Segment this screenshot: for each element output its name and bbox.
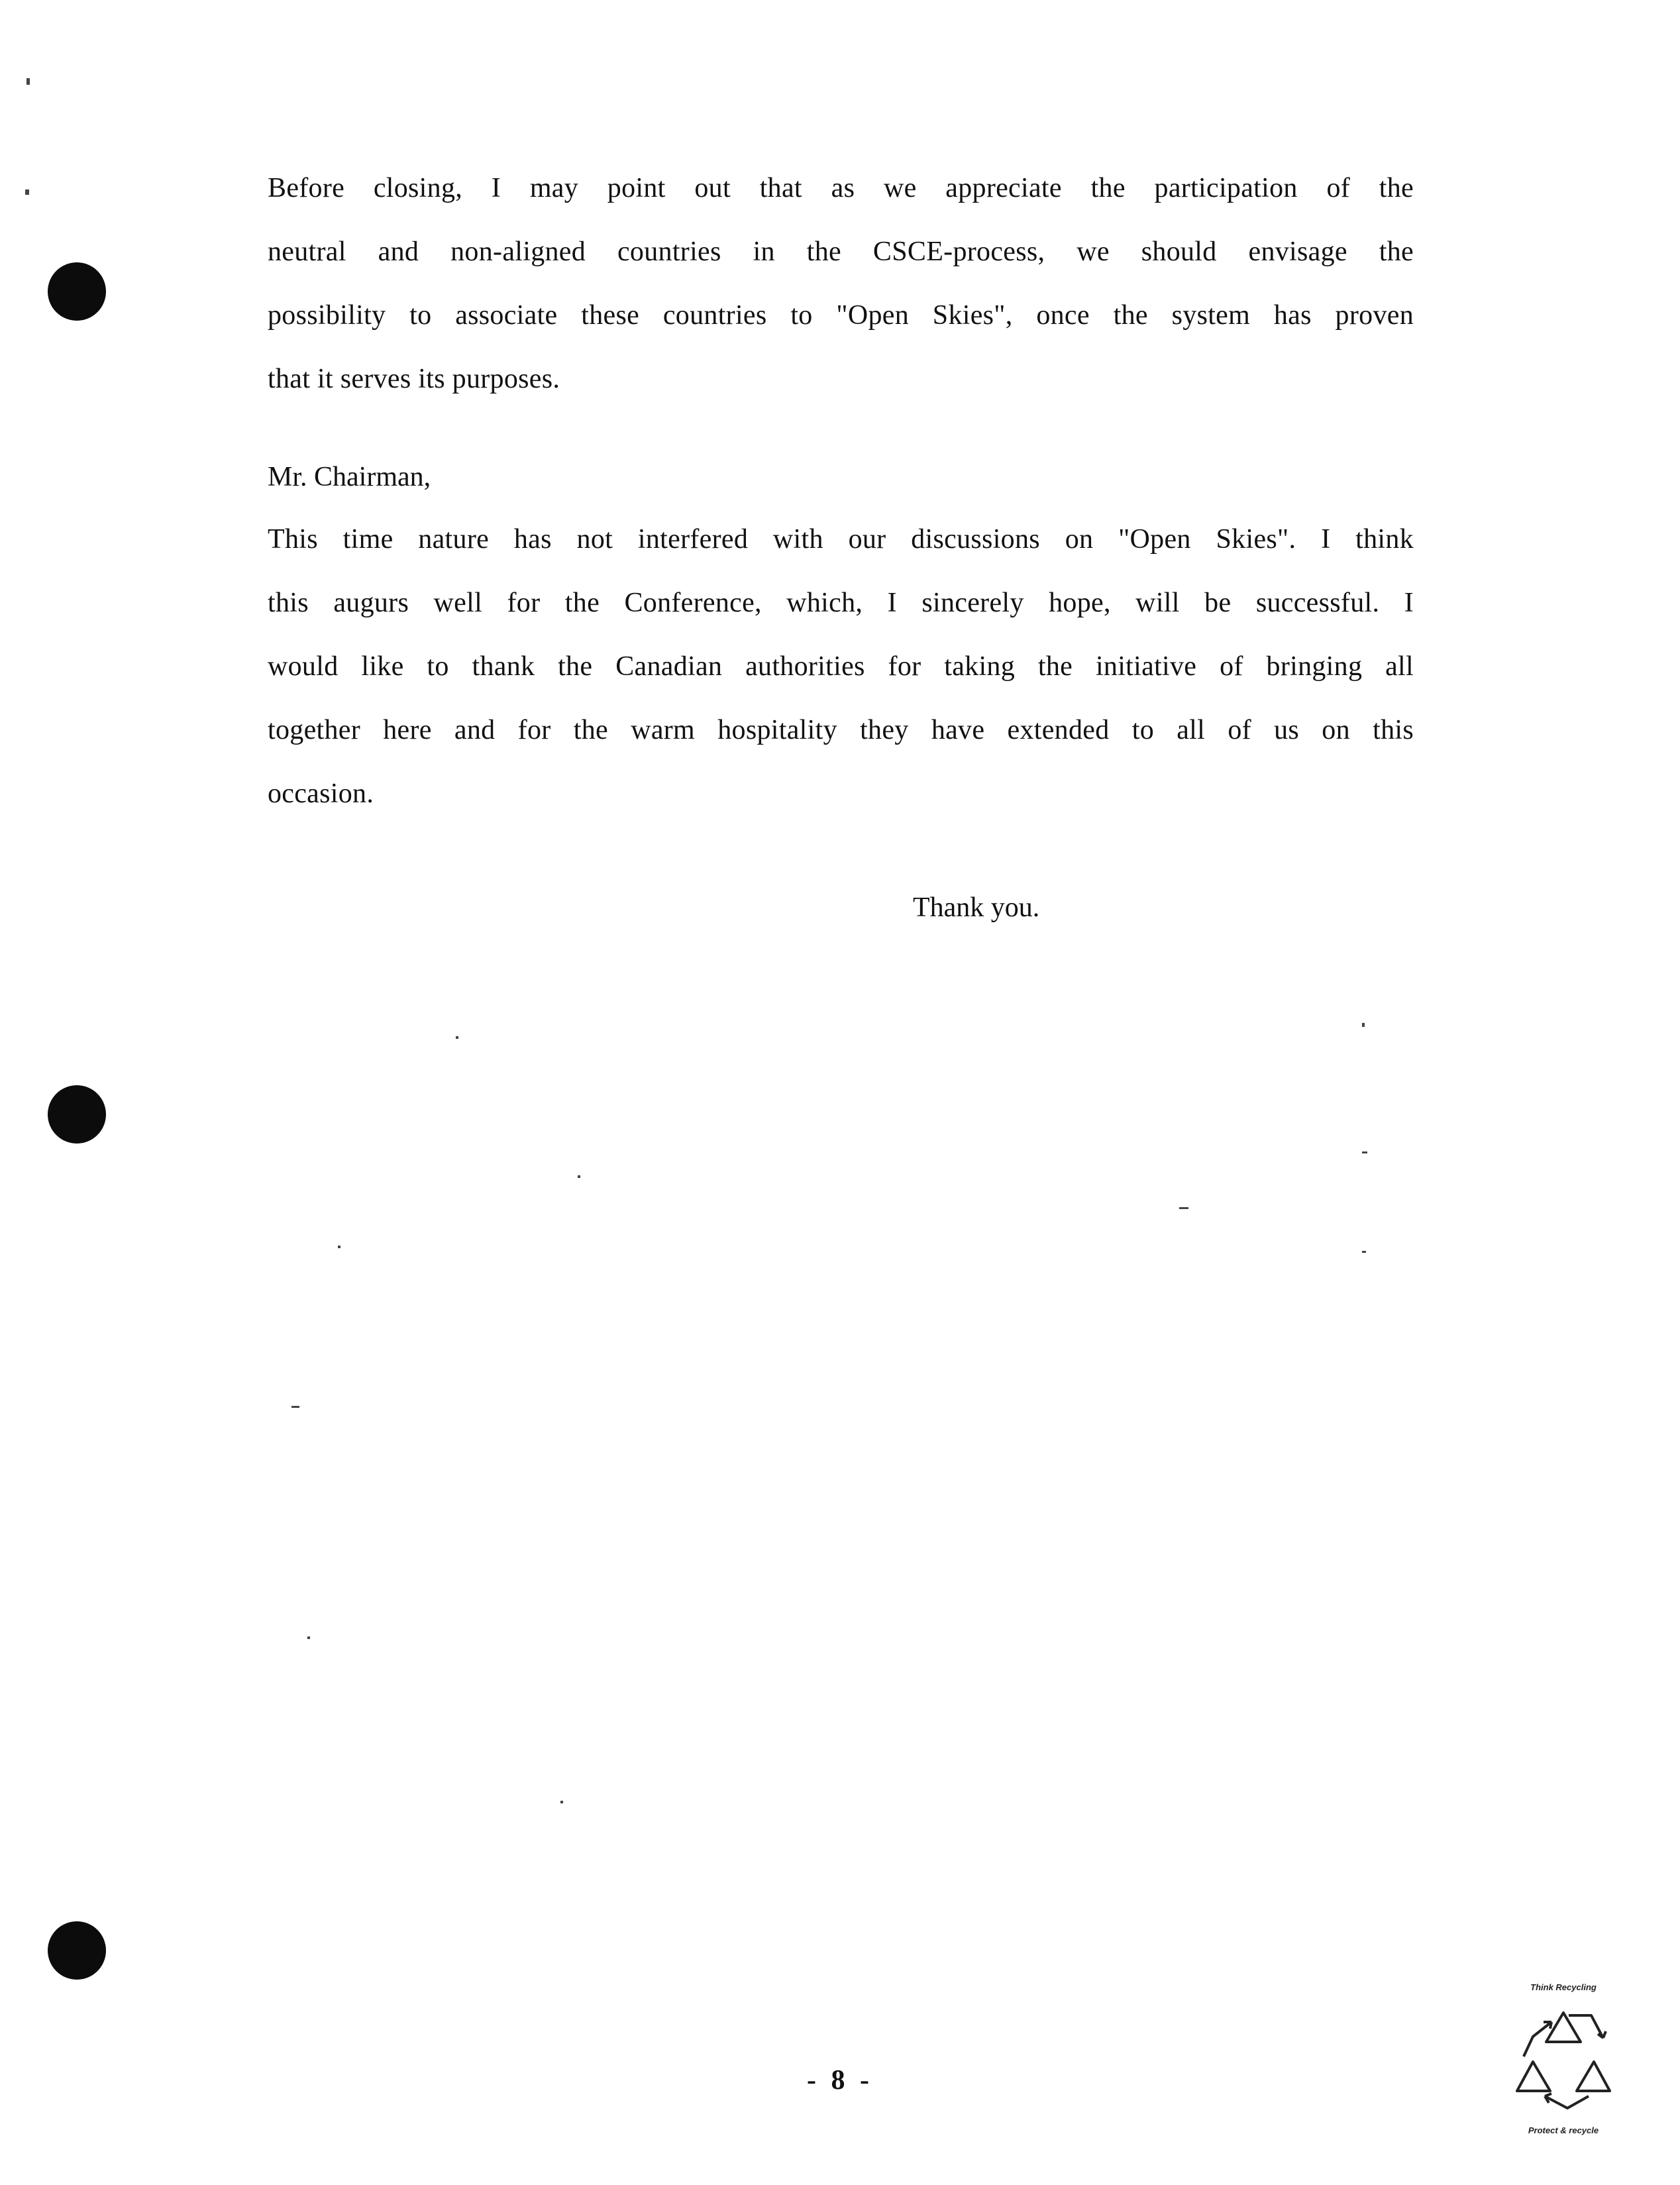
scan-speck: [1362, 1151, 1367, 1153]
closing-thank-you: Thank you.: [913, 892, 1040, 923]
paragraph-line: Before closing, I may point out that as we appreciate the participation of the: [268, 173, 1414, 203]
scan-speck: [25, 189, 29, 195]
salutation: Mr. Chairman,: [268, 462, 431, 492]
paragraph-line: would like to thank the Canadian authorities for taking the initiative of bringing all: [268, 651, 1414, 682]
recycle-logo-bottom-text: Protect & recycle: [1528, 2125, 1599, 2135]
scan-speck: [338, 1246, 341, 1248]
paragraph-line: neutral and non-aligned countries in the CSCE-process, we should envisage the: [268, 237, 1414, 267]
paragraph-line: that it serves its purposes.: [268, 364, 560, 394]
paragraph-line: possibility to associate these countries to "Open Skies", once the system has proven: [268, 300, 1414, 331]
punch-hole-top: [48, 262, 106, 321]
paragraph-thanks-to-hosts: [268, 507, 1414, 826]
recycle-logo: [1504, 1974, 1623, 2147]
paragraph-closing-remarks: [268, 156, 1414, 411]
punch-hole-middle: [48, 1085, 106, 1144]
paragraph-line: This time nature has not interfered with our discussions on "Open Skies". I think: [268, 524, 1414, 555]
scan-speck: [578, 1175, 580, 1178]
recycle-icon: [1504, 1997, 1623, 2116]
recycle-logo-top-text: Think Recycling: [1530, 1982, 1597, 1992]
scan-speck: [291, 1406, 299, 1408]
scan-speck: [26, 78, 30, 85]
paragraph-line: this augurs well for the Conference, which, I sincerely hope, will be successful. I: [268, 588, 1414, 618]
scan-speck: [1362, 1251, 1366, 1253]
paragraph-line: together here and for the warm hospitality they have extended to all of us on this: [268, 715, 1414, 745]
scan-speck: [456, 1036, 458, 1039]
scan-speck: [1179, 1207, 1188, 1209]
scan-speck: [1362, 1023, 1365, 1027]
page-number: - 8 -: [807, 2065, 873, 2096]
scan-speck: [560, 1801, 563, 1803]
punch-hole-bottom: [48, 1921, 106, 1980]
paragraph-line: occasion.: [268, 778, 374, 809]
scan-speck: [307, 1636, 310, 1639]
